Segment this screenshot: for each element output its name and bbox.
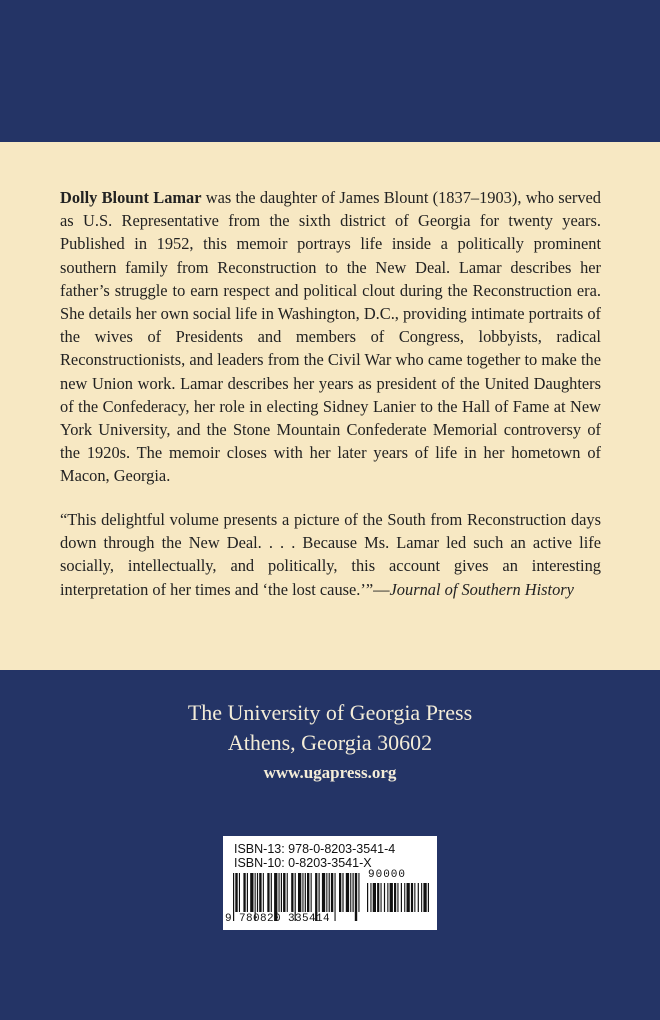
barcode-bar xyxy=(381,883,382,912)
description-body: was the daughter of James Blount (1837–1903), who served as U.S. Representative from the sixth district of Georgia for twenty years. Published in 1952, this memoir portrays life inside a politically prominent southern family from Reconstruction to the New Deal. Lamar describes her father’s struggle to earn respect and political clout during the Reconstruction era. She details her own social life in Washington, D.C., providing intimate portraits of the wives of Presidents and members of Congress, lobbyists, radical Reconstructionists, and leaders from the Civil War who came together to make the new Union work. Lamar describes her years as president of the United Daughters of the Confederacy, her role in electing Sidney Lanier to the Hall of Fame at New York University, and the Stone Mountain Confederate Memorial controversy of the 1920s. The memoir closes with her later years of life in her hometown of Macon, Georgia. xyxy=(60,188,602,486)
barcode-bar xyxy=(322,873,325,912)
price-code: 90000 xyxy=(368,869,407,881)
barcode-bar xyxy=(263,873,264,912)
barcode-bar xyxy=(329,873,330,912)
top-navy-band xyxy=(0,0,660,142)
barcode-bar xyxy=(307,873,309,912)
barcode-bar xyxy=(367,883,368,912)
barcode-bar xyxy=(370,883,371,912)
barcode-bar xyxy=(421,883,422,912)
barcode-bar xyxy=(305,873,306,912)
barcode-bar xyxy=(326,873,327,912)
barcode-bar xyxy=(257,873,258,912)
barcode-bar xyxy=(239,873,240,912)
barcode-bar xyxy=(397,883,398,912)
barcode-bar xyxy=(390,883,393,912)
barcode-bar xyxy=(418,883,419,912)
isbn13-label: ISBN-13: 978-0-8203-3541-4 xyxy=(234,842,396,856)
barcode-bar xyxy=(353,873,354,912)
barcode-bar xyxy=(414,883,415,912)
author-name: Dolly Blount Lamar xyxy=(60,188,202,207)
barcode-bar xyxy=(259,873,261,912)
barcode-bar xyxy=(423,883,426,912)
ean-digits: 9 780820 335414 xyxy=(225,913,331,925)
publisher-address: Athens, Georgia 30602 xyxy=(227,730,433,755)
barcode-bar xyxy=(394,883,396,912)
barcode-bar xyxy=(339,873,341,912)
barcode-bar xyxy=(302,873,303,912)
barcode-bar xyxy=(350,873,351,912)
addon-barcode-bars xyxy=(367,883,429,921)
barcode-bar xyxy=(428,883,429,912)
barcode-bar xyxy=(267,873,269,912)
isbn10-label: ISBN-10: 0-8203-3541-X xyxy=(234,856,372,870)
publisher-block xyxy=(0,698,660,786)
barcode-bar xyxy=(283,873,285,912)
barcode-bar xyxy=(247,873,248,912)
barcode-box xyxy=(223,836,437,930)
review-blurb xyxy=(60,508,601,601)
barcode-bar xyxy=(279,873,280,912)
barcode-bar xyxy=(281,873,282,912)
barcode-bar xyxy=(404,883,405,912)
review-source: Journal of Southern History xyxy=(389,579,574,599)
barcode-bar xyxy=(401,883,402,912)
barcode-bar xyxy=(287,873,288,912)
barcode-bar xyxy=(407,883,410,912)
barcode-bar xyxy=(311,873,312,912)
barcode-bar xyxy=(271,873,272,912)
barcode-bar xyxy=(377,883,379,912)
barcode-bar xyxy=(342,873,343,912)
barcode-bar xyxy=(411,883,413,912)
barcode-bar xyxy=(235,873,237,912)
publisher-website[interactable]: www.ugapress.org xyxy=(263,763,397,782)
barcode-bar xyxy=(243,873,245,912)
barcode-bar xyxy=(291,873,293,912)
book-description xyxy=(60,186,601,488)
barcode-bar xyxy=(298,873,301,912)
barcode-bar xyxy=(346,873,349,912)
barcode-bar xyxy=(358,873,359,912)
publisher-name: The University of Georgia Press xyxy=(187,700,473,725)
barcode-bar xyxy=(373,883,376,912)
barcode-bar xyxy=(319,873,320,912)
barcode-bar xyxy=(384,883,385,912)
barcode-bar xyxy=(387,883,388,912)
barcode-bar xyxy=(331,873,333,912)
barcode-bar xyxy=(250,873,253,912)
review-quote: “This delightful volume presents a picture of the South from Reconstruction days down through the New Deal. . . . Because Ms. Lamar led such an active life socially, intellectually, and politically, this account gives an interesting interpretation of her times and ‘the lost cause.’”— xyxy=(60,510,601,599)
